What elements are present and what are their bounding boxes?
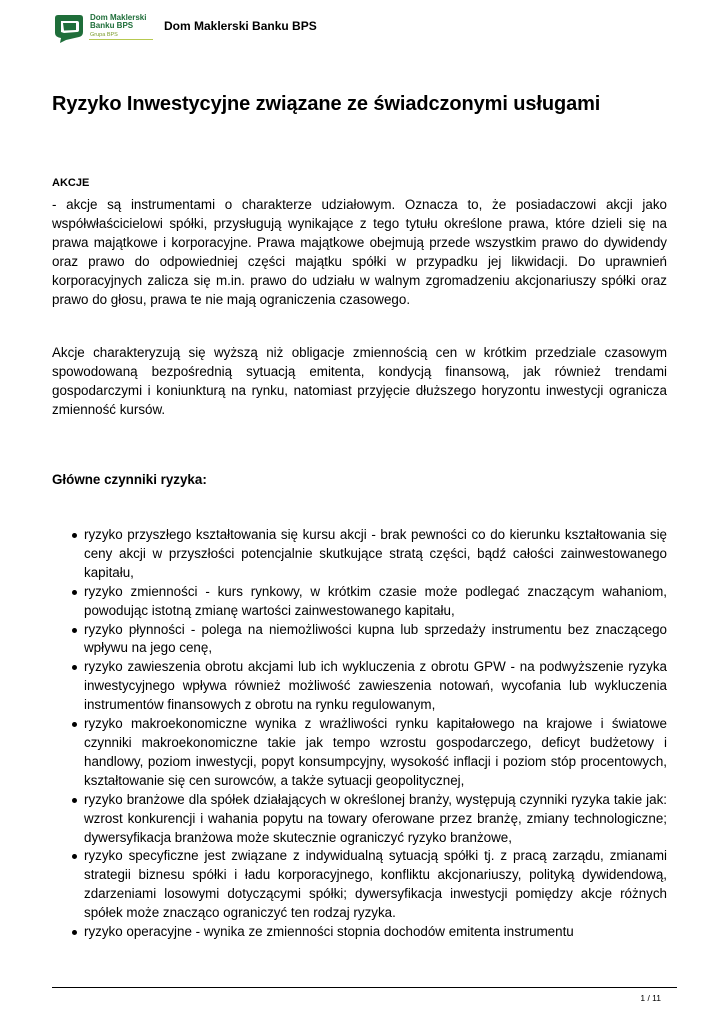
page-number: 1 / 11	[640, 993, 661, 1003]
risk-factors-list	[52, 526, 667, 942]
list-item: ryzyko zmienności - kurs rynkowy, w krótkim czasie może podlegać znaczącym wahaniom, powodując istotną zmianę wartości zainwestowanego kapitału,	[52, 583, 667, 621]
footer-divider	[52, 987, 677, 988]
list-item: ryzyko makroekonomiczne wynika z wrażliwości rynku kapitałowego na krajowe i światowe czynniki makroekonomiczne takie jak tempo wzrostu gospodarczego, deficyt budżetowy i handlowy, poziom inwestycji, popyt konsumpcyjny, wysokość inflacji i poziom stóp procentowych, kształtowanie się cen surowców, a także sytuacji geopolitycznej,	[52, 715, 667, 791]
logo-line-1: Dom Maklerski	[90, 13, 147, 22]
list-item: ryzyko operacyjne - wynika ze zmienności stopnia dochodów emitenta instrumentu	[52, 923, 667, 942]
paragraph-shares-definition: - akcje są instrumentami o charakterze udziałowym. Oznacza to, że posiadaczowi akcji jako współwłaścicielowi spółki, przysługują wynikające z tego tytułu określone prawa, które dzieli się na prawa majątkowe i korporacyjne. Prawa majątkowe obejmują przede wszystkim prawo do dywidendy oraz prawo do odpowiedniej części majątku spółki w przypadku jej likwidacji. Do uprawnień korporacyjnych zalicza się m.in. prawo do udziału w walnym zgromadzeniu akcjonariuszy spółki oraz prawo do głosu, prawa te nie mają ograniczenia czasowego.	[52, 197, 667, 307]
logo-underline	[89, 39, 153, 40]
paragraph-shares-volatility: Akcje charakteryzują się wyższą niż obligacje zmiennością cen w krótkim przedziale czasowym spowodowaną bezpośrednią sytuacją emitenta, kondycją finansową, jak również trendami gospodarczymi i koniunkturą na rynku, natomiast przyjęcie dłuższego horyzontu inwestycji ogranicza zmienność kursów.	[52, 345, 667, 417]
page-header	[52, 12, 677, 52]
logo-line-3: Grupa BPS	[90, 32, 118, 38]
section-heading: AKCJE	[52, 177, 90, 189]
list-item: ryzyko zawieszenia obrotu akcjami lub ich wykluczenia z obrotu GPW - na podwyższenie ryzyka inwestycyjnego wpływa również możliwość zawieszenia notowań, wycofania lub wykluczenia instrumentów finansowych z obrotu na rynku regulowanym,	[52, 658, 667, 715]
risk-factors-heading: Główne czynniki ryzyka:	[52, 472, 207, 487]
logo-text	[90, 14, 146, 39]
list-item: ryzyko płynności - polega na niemożliwości kupna lub sprzedaży instrumentu bez znaczącego wpływu na jego cenę,	[52, 621, 667, 659]
bank-logo	[52, 12, 154, 48]
document-title: Ryzyko Inwestycyjne związane ze świadczonymi usługami	[52, 93, 601, 115]
list-item: ryzyko specyficzne jest związane z indywidualną sytuacją spółki tj. z pracą zarządu, zmianami strategii biznesu spółki i ładu korporacyjnego, konfliktu akcjonariuszy, polityką dywidendową, zdarzeniami losowymi dotyczącymi spółki; dywersyfikacja inwestycji pomiędzy akcje różnych spółek może znacząco ograniczyć ten rodzaj ryzyka.	[52, 847, 667, 923]
list-item: ryzyko przyszłego kształtowania się kursu akcji - brak pewności co do kierunku kształtowania się ceny akcji w przyszłości potencjalnie skutkujące stratą części, bądź całości zainwestowanego kapitału,	[52, 526, 667, 583]
logo-line-2: Banku BPS	[90, 21, 134, 30]
logo-emblem-icon	[52, 14, 86, 44]
list-item: ryzyko branżowe dla spółek działających w określonej branży, występują czynniki ryzyka takie jak: wzrost konkurencji i wahania popytu na towary oferowane przez branżę, zmiany technologiczne; dywersyfikacja branżowa może skutecznie ograniczyć ryzyko branżowe,	[52, 791, 667, 848]
header-title: Dom Maklerski Banku BPS	[164, 19, 317, 33]
